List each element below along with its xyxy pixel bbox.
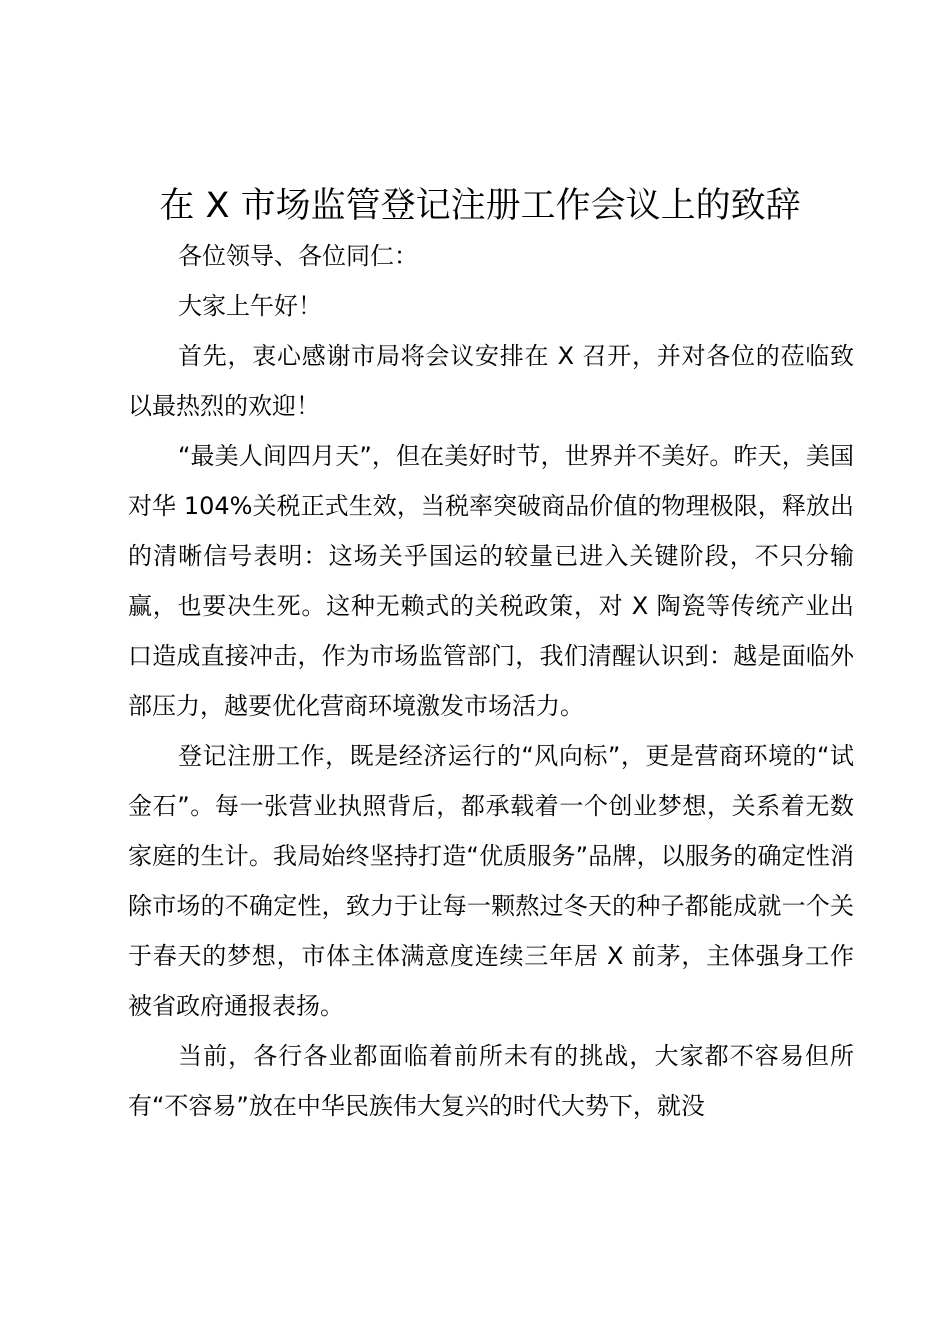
paragraph-challenges: 当前，各行各业都面临着前所未有的挑战，大家都不容易但所有“不容易”放在中华民族伟大复兴的时代大势下，就没 — [128, 1042, 854, 1120]
paragraph-thanks: 首先，衷心感谢市局将会议安排在 X 召开，并对各位的莅临致以最热烈的欢迎！ — [128, 342, 854, 420]
paragraph-salutation: 各位领导、各位同仁： — [178, 242, 418, 270]
document-body — [128, 231, 854, 1131]
paragraph-registration: 登记注册工作，既是经济运行的“风向标”，更是营商环境的“试金石”。每一张营业执照背后，都承载着一个创业梦想，关系着无数家庭的生计。我局始终坚持打造“优质服务”品牌，以服务的确定性消除市场的不确定性，致力于让每一颗熬过冬天的种子都能成就一个关于春天的梦想，市体主体满意度连续三年居 X 前茅，主体强身工作被省政府通报表扬。 — [128, 742, 854, 1020]
paragraph-greeting: 大家上午好！ — [178, 292, 322, 320]
document-title: 在 X 市场监管登记注册工作会议上的致辞 — [159, 186, 801, 226]
paragraph-tariff: “最美人间四月天”，但在美好时节，世界并不美好。昨天，美国对华 104%关税正式生效，当税率突破商品价值的物理极限，释放出的清晰信号表明：这场关乎国运的较量已进入关键阶段，不只分输赢，也要决生死。这种无赖式的关税政策，对 X 陶瓷等传统产业出口造成直接冲击，作为市场监管部门，我们清醒认识到：越是面临外部压力，越要优化营商环境激发市场活力。 — [128, 442, 854, 720]
